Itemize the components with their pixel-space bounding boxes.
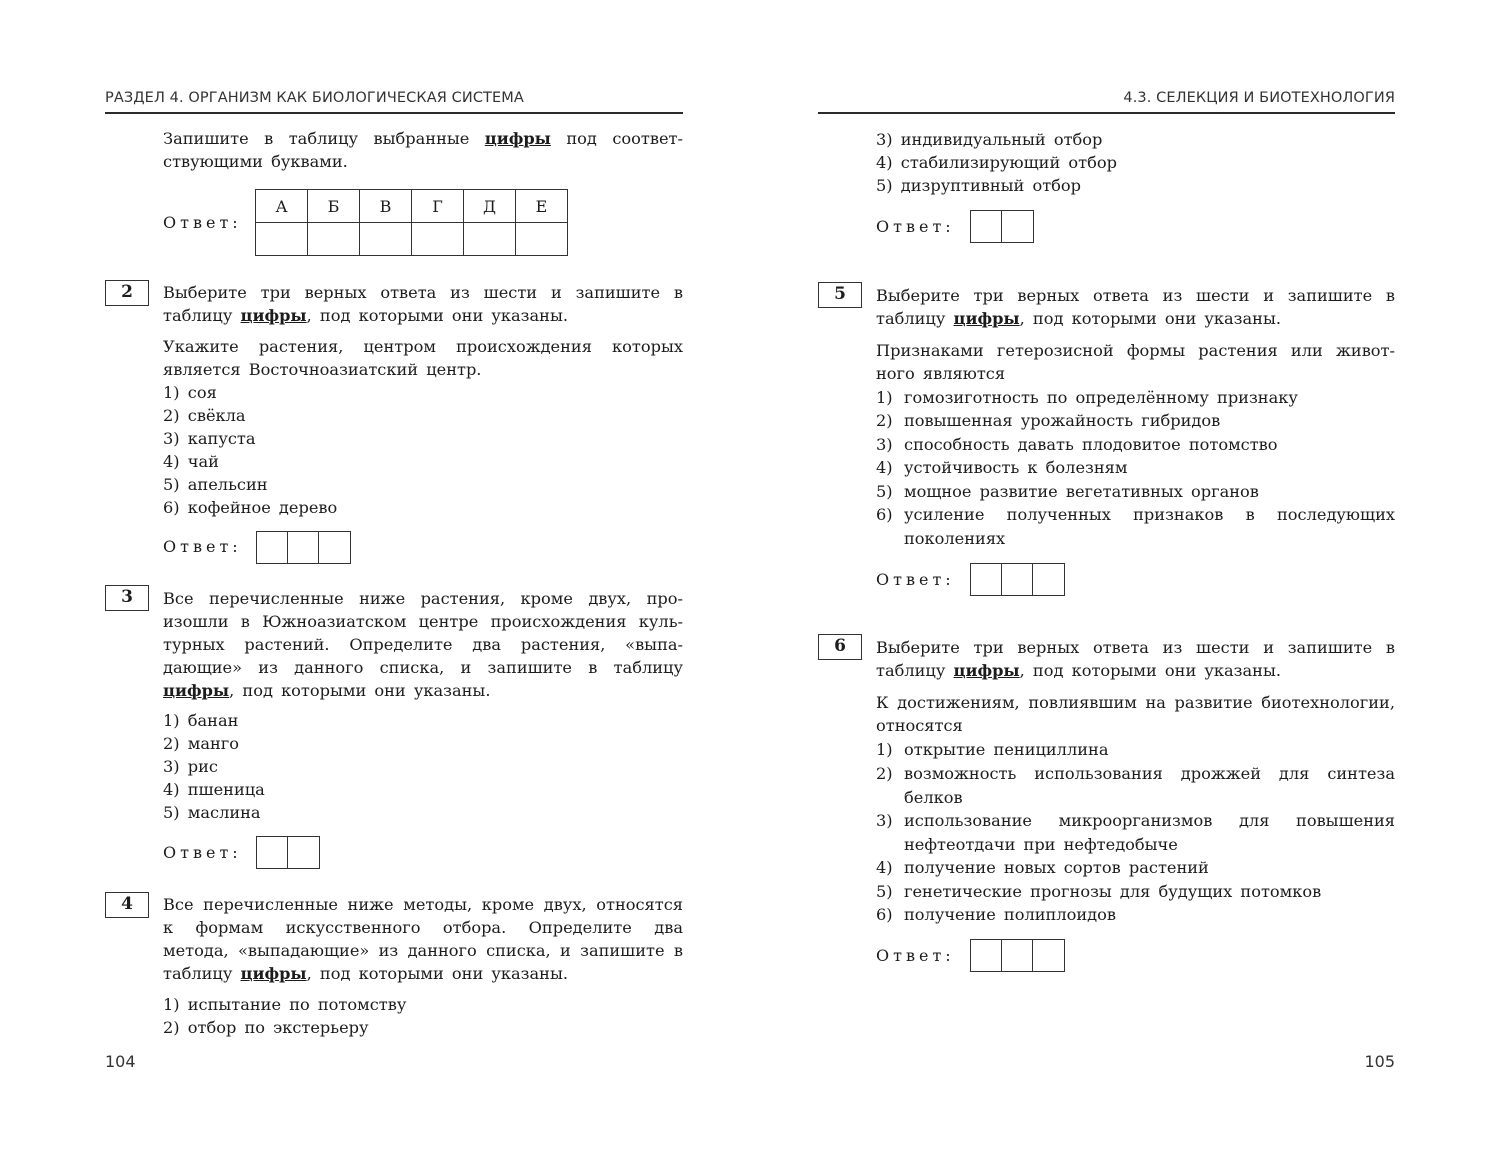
task-5-option (876, 433, 1395, 457)
answer-cell[interactable] (288, 532, 319, 563)
letter-cell: Д (464, 190, 516, 223)
answer-cell[interactable] (412, 223, 464, 256)
task-number-3: 3 (105, 585, 149, 611)
task-2-option: 1) соя (163, 383, 217, 402)
answer-cell[interactable] (1002, 940, 1033, 971)
header-rule (818, 112, 1395, 114)
task-4-answer-boxes (970, 210, 1034, 243)
task-2-option: 2) свёкла (163, 406, 246, 425)
answer-label: Ответ: (876, 946, 955, 965)
task-4-option: 3) индивидуальный отбор (876, 130, 1103, 149)
emphasis-digits: цифры (953, 309, 1020, 328)
answer-cell[interactable] (308, 223, 360, 256)
task-2-option: 6) кофейное дерево (163, 498, 338, 517)
task-4-option: 1) испытание по потомству (163, 995, 407, 1014)
task-5-option (876, 480, 1395, 504)
option-text: открытие пенициллина (904, 740, 1109, 759)
answer-cell[interactable] (1002, 564, 1033, 595)
page-number: 104 (105, 1052, 136, 1071)
answer-cell[interactable] (1033, 940, 1064, 971)
task-5-question: Признаками гетерозисной формы растения или животного являются (876, 341, 1395, 383)
task-6-instruction (876, 636, 1395, 682)
task-2-option: 5) апельсин (163, 475, 268, 494)
option-text: способность давать плодовитое потомство (904, 435, 1278, 454)
option-number: 2) (876, 411, 893, 430)
option-number: 2) (876, 764, 893, 783)
letter-cell: В (360, 190, 412, 223)
option-number: 3) (876, 435, 893, 454)
task-3-option: 4) пшеница (163, 780, 265, 799)
task-6-question: К достижениям, повлиявшим на развитие биотехнологии, относятся (876, 693, 1395, 735)
option-number: 4) (876, 858, 893, 877)
answer-cell[interactable] (1002, 211, 1033, 242)
answer-table-letters (256, 190, 568, 223)
task-2-option: 4) чай (163, 452, 219, 471)
option-text: усиление полученных признаков в последующих поколениях (904, 505, 1395, 548)
instruction-text: Выберите три верных ответа из шести и запишите в таблицу (163, 283, 683, 325)
task-5-option (876, 386, 1395, 410)
answer-cell[interactable] (257, 532, 288, 563)
answer-cell[interactable] (971, 211, 1002, 242)
answer-cell[interactable] (971, 940, 1002, 971)
instruction-text: , под которыми они указаны. (1019, 661, 1281, 680)
option-text: получение полиплоидов (904, 905, 1116, 924)
option-number: 1) (876, 740, 893, 759)
answer-cell[interactable] (516, 223, 568, 256)
intro-text-before: Запишите в таблицу выбранные (163, 129, 485, 148)
option-text: повышенная урожайность гибридов (904, 411, 1221, 430)
task-3-option: 1) банан (163, 711, 239, 730)
answer-label: Ответ: (163, 213, 242, 232)
intro-text-after: под соответствующими буквами. (163, 129, 683, 171)
option-text: получение новых сортов растений (904, 858, 1209, 877)
instruction-text: Все перечисленные ниже методы, кроме двух, относятся к формам искусственного отбора. Определите два метода, «выпадающие» из данного списка, и запишите в таблицу (163, 895, 683, 983)
letter-cell: А (256, 190, 308, 223)
option-number: 3) (876, 811, 893, 830)
answer-label: Ответ: (163, 843, 242, 862)
task-6-option (876, 738, 1395, 762)
task-4-instruction (163, 893, 683, 985)
task-6-option (876, 762, 1395, 809)
task-3-instruction (163, 587, 683, 702)
task-4-option: 4) стабилизирующий отбор (876, 153, 1117, 172)
task-4-option: 5) дизруптивный отбор (876, 176, 1082, 195)
answer-label: Ответ: (876, 217, 955, 236)
task-4-option: 2) отбор по экстерьеру (163, 1018, 369, 1037)
running-header: 4.3. СЕЛЕКЦИЯ И БИОТЕХНОЛОГИЯ (1123, 90, 1395, 106)
emphasis-digits: цифры (953, 661, 1020, 680)
right-page (750, 0, 1500, 1165)
answer-table (255, 189, 568, 256)
instruction-text: , под которыми они указаны. (229, 681, 491, 700)
task-6-option (876, 809, 1395, 856)
answer-cell[interactable] (288, 837, 319, 868)
task-5-option (876, 503, 1395, 550)
answer-cell[interactable] (319, 532, 350, 563)
intro-text (163, 127, 683, 173)
option-number: 5) (876, 482, 893, 501)
option-text: возможность использования дрожжей для синтеза белков (904, 764, 1395, 807)
task-5-instruction (876, 284, 1395, 330)
answer-cell[interactable] (1033, 564, 1064, 595)
task-5-option (876, 456, 1395, 480)
option-number: 6) (876, 505, 893, 524)
option-number: 6) (876, 905, 893, 924)
task-3-option: 5) маслина (163, 803, 261, 822)
option-text: устойчивость к болезням (904, 458, 1128, 477)
answer-cell[interactable] (256, 223, 308, 256)
option-text: использование микроорганизмов для повышения нефтеотдачи при нефтедобыче (904, 811, 1395, 854)
option-number: 1) (876, 388, 893, 407)
task-5-answer-boxes (970, 563, 1065, 596)
option-number: 4) (876, 458, 893, 477)
answer-cell[interactable] (464, 223, 516, 256)
instruction-text: , под которыми они указаны. (306, 306, 568, 325)
task-5-option (876, 409, 1395, 433)
header-rule (105, 112, 683, 114)
task-6-answer-boxes (970, 939, 1065, 972)
task-2-instruction (163, 281, 683, 327)
task-3-answer-boxes (256, 836, 320, 869)
answer-label: Ответ: (876, 570, 955, 589)
task-2-option: 3) капуста (163, 429, 256, 448)
letter-cell: Б (308, 190, 360, 223)
answer-cell[interactable] (257, 837, 288, 868)
task-number-4: 4 (105, 892, 149, 918)
emphasis-digits: цифры (240, 964, 307, 983)
option-text: гомозиготность по определённому признаку (904, 388, 1298, 407)
emphasis-digits: цифры (163, 681, 230, 700)
answer-cell[interactable] (360, 223, 412, 256)
emphasis-digits: цифры (484, 129, 551, 148)
page-number: 105 (1364, 1052, 1395, 1071)
task-number-2: 2 (105, 280, 149, 306)
option-text: генетические прогнозы для будущих потомков (904, 882, 1322, 901)
task-3-option: 2) манго (163, 734, 240, 753)
task-6-option (876, 903, 1395, 927)
task-number-5: 5 (818, 282, 862, 308)
instruction-text: , под которыми они указаны. (1019, 309, 1281, 328)
answer-table-inputs (256, 223, 568, 256)
instruction-text: Выберите три верных ответа из шести и запишите в таблицу (876, 286, 1395, 328)
option-text: мощное развитие вегетативных органов (904, 482, 1259, 501)
letter-cell: Е (516, 190, 568, 223)
answer-label: Ответ: (163, 537, 242, 556)
instruction-text: , под которыми они указаны. (306, 964, 568, 983)
instruction-text: Выберите три верных ответа из шести и запишите в таблицу (876, 638, 1395, 680)
option-number: 5) (876, 882, 893, 901)
letter-cell: Г (412, 190, 464, 223)
task-6-option (876, 856, 1395, 880)
emphasis-digits: цифры (240, 306, 307, 325)
task-6-option (876, 880, 1395, 904)
answer-cell[interactable] (971, 564, 1002, 595)
task-2-question: Укажите растения, центром происхождения которых является Восточноазиатский центр. (163, 337, 683, 379)
task-number-6: 6 (818, 634, 862, 660)
task-2-answer-boxes (256, 531, 351, 564)
running-header: РАЗДЕЛ 4. ОРГАНИЗМ КАК БИОЛОГИЧЕСКАЯ СИСТЕМА (105, 90, 524, 106)
task-3-option: 3) рис (163, 757, 218, 776)
instruction-text: Все перечисленные ниже растения, кроме двух, произошли в Южноазиатском центре происхождения культурных растений. Определите два растения, «выпадающие» из данного списка, и запишите в таблицу (163, 589, 683, 677)
